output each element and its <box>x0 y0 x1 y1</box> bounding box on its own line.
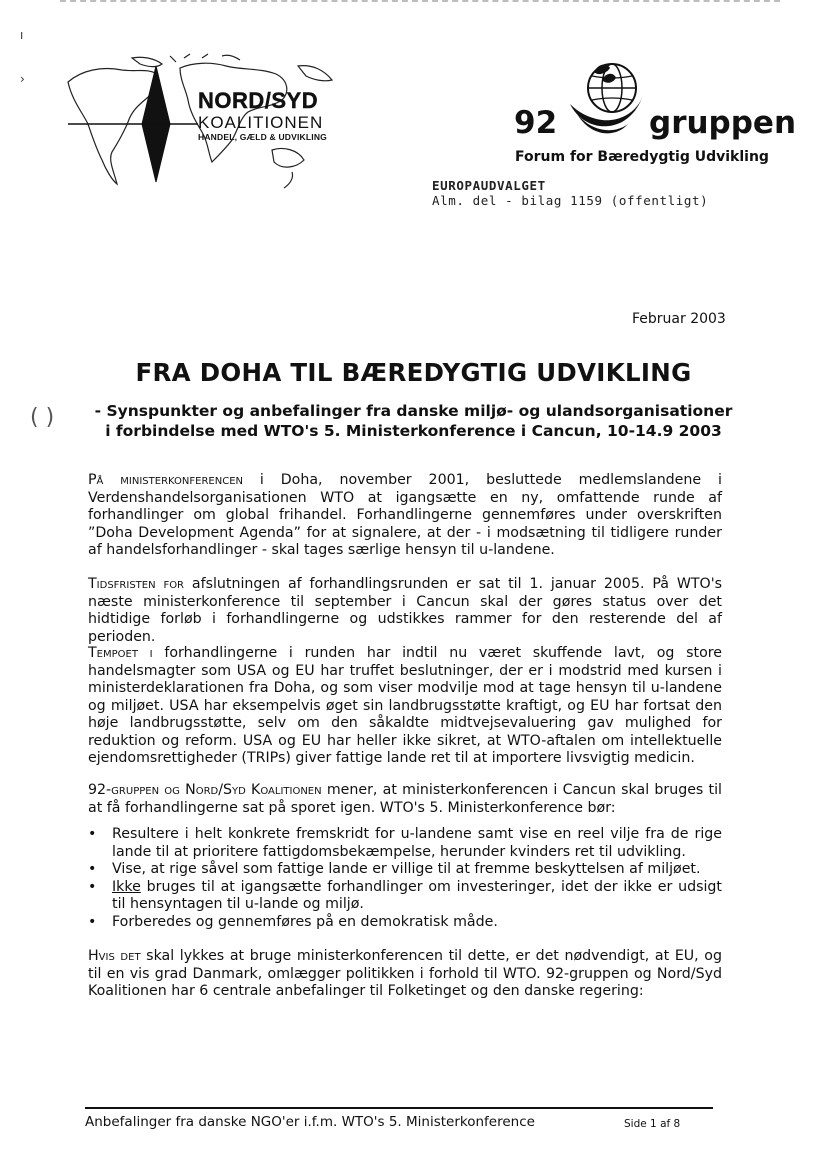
footer-rule <box>85 1107 713 1109</box>
list-item-text: Forberedes og gennemføres på en demokratisk måde. <box>112 913 498 930</box>
bullet-icon: • <box>88 878 97 895</box>
paragraph-text: afslutningen af forhandlingsrunden er sat til 1. januar 2005. På WTO's næste ministerkonference til september i Cancun skal der gøres status over det hidtidige forløb i forhandlingerne og udstikkes rammer for den resterende del af perioden. <box>88 576 722 645</box>
list-item <box>88 914 722 932</box>
body-paragraph <box>88 472 722 560</box>
gruppen-word: gruppen <box>649 105 797 141</box>
paragraph-text: forhandlingerne i runden har indtil nu været skuffende lavt, og store handelsmagter som USA og EU har truffet beslutninger, der er i modstrid med kursen i ministerdeklarationen fra Doha, og som viser modvilje mod at tage hensyn til u-landene og miljøet. USA har eksempelvis øget sin landbrugsstøtte kraftigt, og EU har fortsat den høje landbrugsstøtte, selv om den såkaldte midtvejsevaluering gav mulighed for reduktion og reform. USA og EU har heller ikke sikret, at WTO-aftalen om intellektuelle ejendomsrettigheder (TRIPs) giver fattige lande ret til at importere livsvigtig medicin. <box>88 645 723 766</box>
list-item-text: bruges til at igangsætte forhandlinger om investeringer, idet der ikke er udsigt til hensyntagen til u-lande og miljø. <box>112 878 722 912</box>
paragraph-text: i Doha, november 2001, besluttede medlemslandene i Verdenshandelsorganisationen WTO at igangsætte en ny, omfattende runde af forhandlinger om global frihandel. Forhandlingerne gennemføres under overskriften ”Doha Development Agenda” for at signalere, at der - i modsætning til tidligere runder af handelsforhandlinger - skal tages særlige hensyn til u-landene. <box>88 472 722 558</box>
document-date: Februar 2003 <box>632 311 726 327</box>
body-paragraph <box>88 948 722 1001</box>
gruppen-tagline: Forum for Bæredygtig Udvikling <box>515 149 769 165</box>
list-item-text: Vise, at rige såvel som fattige lande er villige til at fremme beskyttelsen af miljøet. <box>112 861 701 877</box>
document-subtitle <box>0 401 827 441</box>
paragraph-text: mener, at ministerkonferencen i Cancun skal bruges til at få forhandlingerne sat på sporet igen. WTO's 5. Ministerkonference bør: <box>88 782 722 816</box>
list-item <box>88 861 722 879</box>
page-number: Side 1 af 8 <box>624 1118 681 1130</box>
nordsyd-tagline: HANDEL, GÆLD & UDVIKLING <box>198 132 327 142</box>
paragraph-lead: Hvis det <box>88 948 141 964</box>
paragraph-lead: På ministerkonferencen <box>88 472 243 488</box>
margin-mark: › <box>20 72 25 86</box>
stamp-committee: EUROPAUDVALGET <box>432 178 546 193</box>
stamp-reference: Alm. del - bilag 1159 (offentligt) <box>432 193 709 208</box>
body-paragraph <box>88 645 722 768</box>
margin-mark: ı <box>20 28 24 42</box>
nordsyd-wordmark <box>198 88 327 142</box>
document-title: FRA DOHA TIL BÆREDYGTIG UDVIKLING <box>135 358 692 387</box>
nordsyd-subtitle: KOALITIONEN <box>198 113 324 132</box>
body-paragraph <box>88 576 722 646</box>
margin-mark: ( ) <box>30 405 55 430</box>
subtitle-line-1: - Synspunkter og anbefalinger fra danske miljø- og ulandsorganisationer <box>94 402 733 420</box>
list-item <box>88 879 722 914</box>
paragraph-text: skal lykkes at bruge ministerkonferencen til dette, er det nødvendigt, at EU, og til en vis grad Danmark, omlægger politikken i forhold til WTO. 92-gruppen og Nord/Syd Koalitionen har 6 centrale anbefalinger til Folketinget og den danske regering: <box>88 948 722 999</box>
top-scan-rule <box>60 0 780 5</box>
bullet-icon: • <box>88 913 97 930</box>
globe-leaf-icon <box>566 58 646 144</box>
list-item <box>88 826 722 861</box>
body-paragraph <box>88 782 722 817</box>
recommendation-list <box>88 826 722 931</box>
gruppen-number: 92 <box>514 105 558 141</box>
subtitle-line-2: i forbindelse med WTO's 5. Ministerkonference i Cancun, 10-14.9 2003 <box>105 422 722 440</box>
paragraph-lead: 92-gruppen og Nord/Syd Koalitionen <box>88 782 322 798</box>
bullet-icon: • <box>88 861 97 877</box>
list-item-emphasis: Ikke <box>112 878 141 895</box>
footer-title: Anbefalinger fra danske NGO'er i.f.m. WTO's 5. Ministerkonference <box>85 1114 535 1130</box>
archive-stamp <box>432 178 708 208</box>
nordsyd-title: NORD/SYD <box>198 88 319 113</box>
bullet-icon: • <box>88 826 97 842</box>
paragraph-lead: Tidsfristen for <box>88 576 185 592</box>
paragraph-lead: Tempoet i <box>88 645 153 661</box>
list-item-text: Resultere i helt konkrete fremskridt for u-landene samt vise en reel vilje fra de rige lande til at prioritere fattigdomsbekæmpelse, herunder kvinders ret til udvikling. <box>112 826 722 860</box>
